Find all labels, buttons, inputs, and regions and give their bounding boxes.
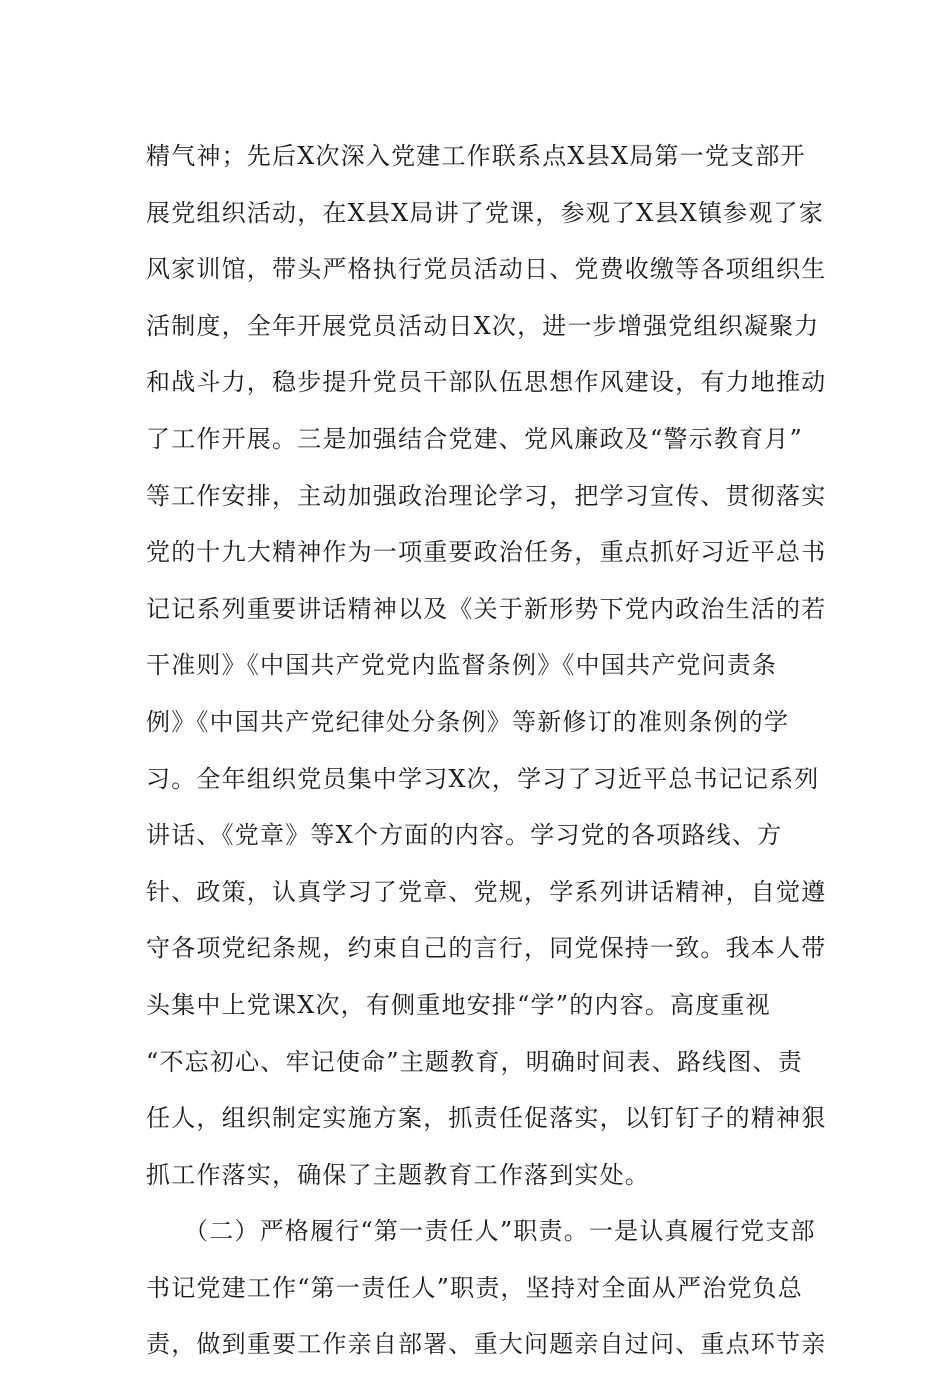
- text-line: 党的十九大精神作为一项重要政治任务，重点抓好习近平总书: [146, 538, 827, 567]
- text-line: 任人，组织制定实施方案，抓责任促落实，以钉钉子的精神狠: [146, 1104, 827, 1133]
- text-line: 等工作安排，主动加强政治理论学习，把学习宣传、贯彻落实: [146, 481, 827, 510]
- body-text: [146, 128, 827, 1373]
- text-line: 精气神；先后X次深入党建工作联系点X县X局第一党支部开: [146, 142, 806, 170]
- text-line: 针、政策，认真学习了党章、党规，学系列讲话精神，自觉遵: [146, 877, 827, 906]
- text-line: 抓工作落实，确保了主题教育工作落到实处。: [146, 1160, 650, 1189]
- text-line: 展党组织活动，在X县X局讲了党课，参观了X县X镇参观了家: [146, 198, 824, 227]
- text-line: 讲话、《党章》等X个方面的内容。学习党的各项路线、方: [146, 821, 783, 850]
- text-line: 和战斗力，稳步提升党员干部队伍思想作风建设，有力地推动: [146, 368, 827, 397]
- text-line: 习。全年组织党员集中学习X次，学习了习近平总书记记系列: [146, 764, 820, 793]
- text-line: 风家训馆，带头严格执行党员活动日、党费收缴等各项组织生: [146, 255, 827, 284]
- text-line: “不忘初心、牢记使命”主题教育，明确时间表、路线图、责: [146, 1047, 803, 1076]
- text-line: 责，做到重要工作亲自部署、重大问题亲自过问、重点环节亲: [146, 1330, 827, 1359]
- section-heading-line: （二）严格履行“第一责任人”职责。一是认真履行党支部: [184, 1217, 816, 1246]
- text-line: 书记党建工作“第一责任人”职责，坚持对全面从严治党负总: [146, 1273, 803, 1302]
- text-line: 头集中上党课X次，有侧重地安排“学”的内容。高度重视: [146, 990, 771, 1019]
- text-line: 活制度，全年开展党员活动日X次，进一步增强党组织凝聚力: [146, 311, 820, 340]
- text-line: 了工作开展。三是加强结合党建、党风廉政及“警示教育月”: [146, 424, 803, 453]
- text-line: 守各项党纪条规，约束自己的言行，同党保持一致。我本人带: [146, 934, 827, 963]
- text-line: 记记系列重要讲话精神以及《关于新形势下党内政治生活的若: [146, 594, 827, 623]
- text-line: 例》《中国共产党纪律处分条例》等新修订的准则条例的学: [146, 707, 790, 736]
- text-line: 干准则》《中国共产党党内监督条例》《中国共产党问责条: [146, 651, 778, 680]
